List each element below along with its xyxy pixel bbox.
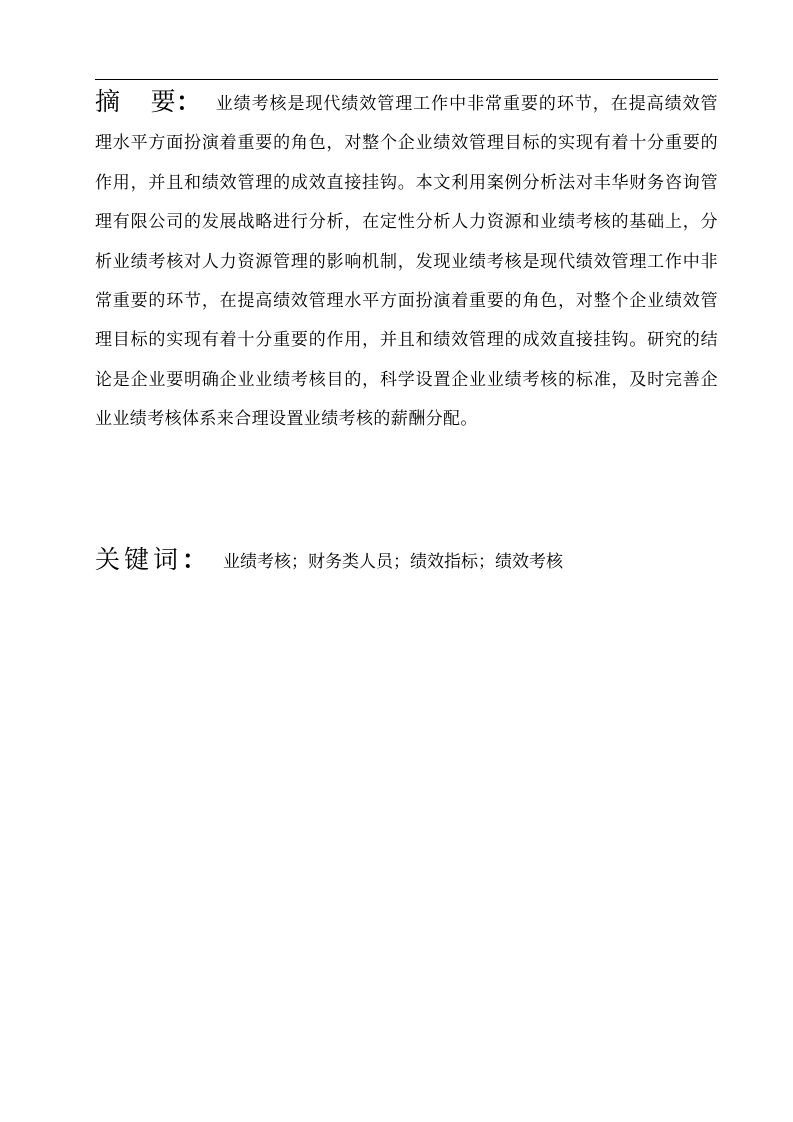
abstract-heading-char-1: 摘: [95, 87, 121, 116]
abstract-section: [95, 82, 718, 440]
keywords-heading: 关键词: [95, 545, 183, 574]
keywords-section: [95, 540, 718, 582]
abstract-heading-char-2: 要: [150, 87, 177, 116]
abstract-heading-colon: ：: [176, 87, 202, 116]
header-rule: [95, 79, 718, 80]
keywords-list: 业绩考核；财务类人员；绩效指标；绩效考核: [223, 552, 564, 572]
keywords-heading-colon: ：: [182, 545, 212, 574]
abstract-body: 业绩考核是现代绩效管理工作中非常重要的环节，在提高绩效管理水平方面扮演着重要的角色，对整个企业绩效管理目标的实现有着十分重要的作用，并且和绩效管理的成效直接挂钩。本文利用案例分析法对丰华财务咨询管理有限公司的发展战略进行分析，在定性分析人力资源和业绩考核的基础上，分析业绩考核对人力资源管理的影响机制，发现业绩考核是现代绩效管理工作中非常重要的环节，在提高绩效管理水平方面扮演着重要的角色，对整个企业绩效管理目标的实现有着十分重要的作用，并且和绩效管理的成效直接挂钩。研究的结论是企业要明确企业业绩考核目的，科学设置企业业绩考核的标准，及时完善企业业绩考核体系来合理设置业绩考核的薪酬分配。: [95, 94, 718, 430]
abstract-heading: [95, 87, 216, 116]
